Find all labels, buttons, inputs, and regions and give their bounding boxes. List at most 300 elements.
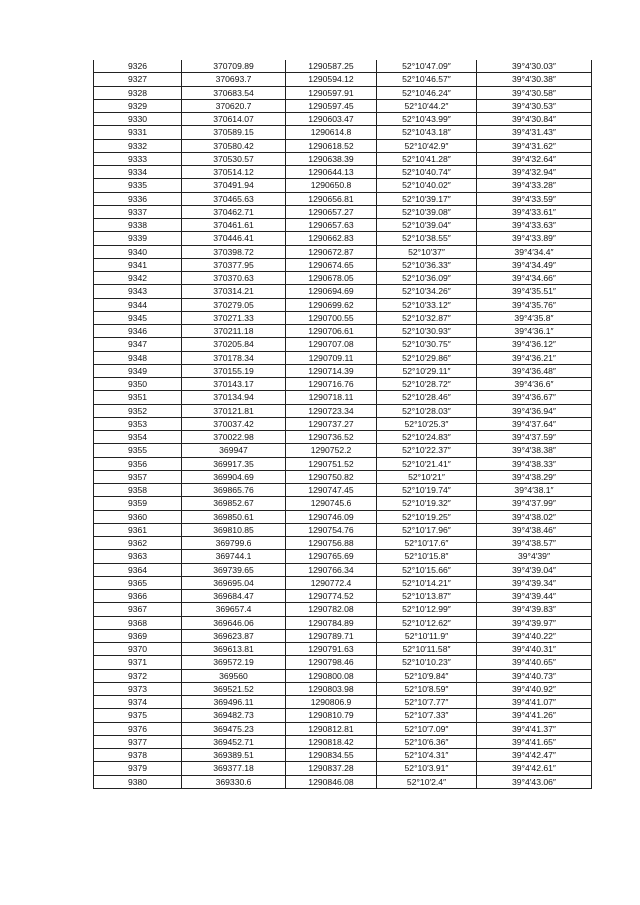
latitude-cell: 52°10′11.58″ [377, 643, 477, 656]
x-coordinate-cell: 370446.41 [182, 232, 286, 245]
latitude-cell: 52°10′46.24″ [377, 86, 477, 99]
longitude-cell: 39°4′36.94″ [477, 404, 592, 417]
longitude-cell: 39°4′39.34″ [477, 576, 592, 589]
table-row [94, 325, 592, 338]
latitude-cell: 52°10′40.74″ [377, 166, 477, 179]
table-row [94, 126, 592, 139]
longitude-cell: 39°4′42.61″ [477, 762, 592, 775]
table-row [94, 576, 592, 589]
y-coordinate-cell: 1290597.45 [286, 99, 377, 112]
x-coordinate-cell: 369377.18 [182, 762, 286, 775]
longitude-cell: 39°4′43.06″ [477, 775, 592, 788]
latitude-cell: 52°10′3.91″ [377, 762, 477, 775]
point-number-cell: 9335 [94, 179, 182, 192]
y-coordinate-cell: 1290784.89 [286, 616, 377, 629]
x-coordinate-cell: 370314.21 [182, 285, 286, 298]
x-coordinate-cell: 369452.71 [182, 735, 286, 748]
y-coordinate-cell: 1290750.82 [286, 470, 377, 483]
y-coordinate-cell: 1290594.12 [286, 73, 377, 86]
y-coordinate-cell: 1290674.65 [286, 258, 377, 271]
latitude-cell: 52°10′19.32″ [377, 497, 477, 510]
table-row [94, 60, 592, 73]
x-coordinate-cell: 369695.04 [182, 576, 286, 589]
latitude-cell: 52°10′36.33″ [377, 258, 477, 271]
point-number-cell: 9372 [94, 669, 182, 682]
table-row [94, 762, 592, 775]
x-coordinate-cell: 370134.94 [182, 391, 286, 404]
point-number-cell: 9352 [94, 404, 182, 417]
x-coordinate-cell: 369852.67 [182, 497, 286, 510]
longitude-cell: 39°4′33.61″ [477, 205, 592, 218]
y-coordinate-cell: 1290791.63 [286, 643, 377, 656]
longitude-cell: 39°4′34.4″ [477, 245, 592, 258]
latitude-cell: 52°10′29.86″ [377, 351, 477, 364]
coordinates-table [93, 60, 592, 789]
longitude-cell: 39°4′39″ [477, 550, 592, 563]
y-coordinate-cell: 1290810.79 [286, 709, 377, 722]
latitude-cell: 52°10′17.6″ [377, 537, 477, 550]
longitude-cell: 39°4′30.84″ [477, 113, 592, 126]
x-coordinate-cell: 370178.34 [182, 351, 286, 364]
point-number-cell: 9367 [94, 603, 182, 616]
point-number-cell: 9362 [94, 537, 182, 550]
longitude-cell: 39°4′36.67″ [477, 391, 592, 404]
x-coordinate-cell: 369947 [182, 444, 286, 457]
point-number-cell: 9342 [94, 272, 182, 285]
latitude-cell: 52°10′21″ [377, 470, 477, 483]
table-row [94, 272, 592, 285]
table-row [94, 179, 592, 192]
latitude-cell: 52°10′39.17″ [377, 192, 477, 205]
table-row [94, 457, 592, 470]
latitude-cell: 52°10′44.2″ [377, 99, 477, 112]
x-coordinate-cell: 370620.7 [182, 99, 286, 112]
latitude-cell: 52°10′15.66″ [377, 563, 477, 576]
longitude-cell: 39°4′36.1″ [477, 325, 592, 338]
point-number-cell: 9375 [94, 709, 182, 722]
table-row [94, 152, 592, 165]
table-row [94, 470, 592, 483]
x-coordinate-cell: 369917.35 [182, 457, 286, 470]
longitude-cell: 39°4′32.64″ [477, 152, 592, 165]
point-number-cell: 9377 [94, 735, 182, 748]
y-coordinate-cell: 1290751.52 [286, 457, 377, 470]
table-row [94, 113, 592, 126]
point-number-cell: 9329 [94, 99, 182, 112]
table-row [94, 497, 592, 510]
y-coordinate-cell: 1290709.11 [286, 351, 377, 364]
longitude-cell: 39°4′30.38″ [477, 73, 592, 86]
longitude-cell: 39°4′30.03″ [477, 60, 592, 73]
x-coordinate-cell: 369613.81 [182, 643, 286, 656]
x-coordinate-cell: 370121.81 [182, 404, 286, 417]
table-row [94, 735, 592, 748]
point-number-cell: 9351 [94, 391, 182, 404]
longitude-cell: 39°4′38.46″ [477, 523, 592, 536]
longitude-cell: 39°4′38.38″ [477, 444, 592, 457]
x-coordinate-cell: 369904.69 [182, 470, 286, 483]
point-number-cell: 9368 [94, 616, 182, 629]
longitude-cell: 39°4′38.29″ [477, 470, 592, 483]
point-number-cell: 9356 [94, 457, 182, 470]
table-row [94, 431, 592, 444]
latitude-cell: 52°10′38.55″ [377, 232, 477, 245]
table-row [94, 510, 592, 523]
latitude-cell: 52°10′22.37″ [377, 444, 477, 457]
table-row [94, 643, 592, 656]
point-number-cell: 9380 [94, 775, 182, 788]
point-number-cell: 9370 [94, 643, 182, 656]
y-coordinate-cell: 1290650.8 [286, 179, 377, 192]
latitude-cell: 52°10′34.26″ [377, 285, 477, 298]
x-coordinate-cell: 370462.71 [182, 205, 286, 218]
point-number-cell: 9373 [94, 682, 182, 695]
point-number-cell: 9379 [94, 762, 182, 775]
table-row [94, 192, 592, 205]
longitude-cell: 39°4′38.33″ [477, 457, 592, 470]
x-coordinate-cell: 370514.12 [182, 166, 286, 179]
latitude-cell: 52°10′6.36″ [377, 735, 477, 748]
point-number-cell: 9330 [94, 113, 182, 126]
table-row [94, 205, 592, 218]
y-coordinate-cell: 1290789.71 [286, 629, 377, 642]
point-number-cell: 9343 [94, 285, 182, 298]
point-number-cell: 9374 [94, 696, 182, 709]
longitude-cell: 39°4′39.83″ [477, 603, 592, 616]
y-coordinate-cell: 1290800.08 [286, 669, 377, 682]
longitude-cell: 39°4′33.59″ [477, 192, 592, 205]
table-row [94, 722, 592, 735]
longitude-cell: 39°4′41.37″ [477, 722, 592, 735]
x-coordinate-cell: 369560 [182, 669, 286, 682]
x-coordinate-cell: 370693.7 [182, 73, 286, 86]
x-coordinate-cell: 370709.89 [182, 60, 286, 73]
x-coordinate-cell: 370037.42 [182, 417, 286, 430]
x-coordinate-cell: 369521.52 [182, 682, 286, 695]
point-number-cell: 9328 [94, 86, 182, 99]
table-row [94, 285, 592, 298]
x-coordinate-cell: 369646.06 [182, 616, 286, 629]
x-coordinate-cell: 370491.94 [182, 179, 286, 192]
latitude-cell: 52°10′24.83″ [377, 431, 477, 444]
latitude-cell: 52°10′7.77″ [377, 696, 477, 709]
longitude-cell: 39°4′39.97″ [477, 616, 592, 629]
y-coordinate-cell: 1290834.55 [286, 749, 377, 762]
longitude-cell: 39°4′32.94″ [477, 166, 592, 179]
latitude-cell: 52°10′28.03″ [377, 404, 477, 417]
table-row [94, 523, 592, 536]
y-coordinate-cell: 1290678.05 [286, 272, 377, 285]
point-number-cell: 9366 [94, 590, 182, 603]
table-row [94, 550, 592, 563]
latitude-cell: 52°10′30.93″ [377, 325, 477, 338]
y-coordinate-cell: 1290736.52 [286, 431, 377, 444]
point-number-cell: 9333 [94, 152, 182, 165]
longitude-cell: 39°4′37.64″ [477, 417, 592, 430]
longitude-cell: 39°4′34.66″ [477, 272, 592, 285]
latitude-cell: 52°10′30.75″ [377, 338, 477, 351]
x-coordinate-cell: 369810.85 [182, 523, 286, 536]
latitude-cell: 52°10′11.9″ [377, 629, 477, 642]
x-coordinate-cell: 370530.57 [182, 152, 286, 165]
y-coordinate-cell: 1290745.6 [286, 497, 377, 510]
table-row [94, 378, 592, 391]
latitude-cell: 52°10′13.87″ [377, 590, 477, 603]
y-coordinate-cell: 1290756.88 [286, 537, 377, 550]
y-coordinate-cell: 1290700.55 [286, 311, 377, 324]
point-number-cell: 9378 [94, 749, 182, 762]
latitude-cell: 52°10′42.9″ [377, 139, 477, 152]
y-coordinate-cell: 1290752.2 [286, 444, 377, 457]
point-number-cell: 9326 [94, 60, 182, 73]
y-coordinate-cell: 1290716.76 [286, 378, 377, 391]
table-row [94, 669, 592, 682]
point-number-cell: 9363 [94, 550, 182, 563]
longitude-cell: 39°4′33.63″ [477, 219, 592, 232]
longitude-cell: 39°4′38.57″ [477, 537, 592, 550]
longitude-cell: 39°4′33.89″ [477, 232, 592, 245]
longitude-cell: 39°4′35.8″ [477, 311, 592, 324]
longitude-cell: 39°4′36.21″ [477, 351, 592, 364]
point-number-cell: 9360 [94, 510, 182, 523]
latitude-cell: 52°10′43.99″ [377, 113, 477, 126]
latitude-cell: 52°10′12.62″ [377, 616, 477, 629]
table-row [94, 603, 592, 616]
y-coordinate-cell: 1290782.08 [286, 603, 377, 616]
x-coordinate-cell: 370398.72 [182, 245, 286, 258]
table-row [94, 232, 592, 245]
latitude-cell: 52°10′28.72″ [377, 378, 477, 391]
latitude-cell: 52°10′8.59″ [377, 682, 477, 695]
y-coordinate-cell: 1290618.52 [286, 139, 377, 152]
latitude-cell: 52°10′17.96″ [377, 523, 477, 536]
table-row [94, 391, 592, 404]
latitude-cell: 52°10′33.12″ [377, 298, 477, 311]
y-coordinate-cell: 1290806.9 [286, 696, 377, 709]
longitude-cell: 39°4′40.22″ [477, 629, 592, 642]
latitude-cell: 52°10′36.09″ [377, 272, 477, 285]
x-coordinate-cell: 369623.87 [182, 629, 286, 642]
longitude-cell: 39°4′38.1″ [477, 484, 592, 497]
point-number-cell: 9340 [94, 245, 182, 258]
latitude-cell: 52°10′19.25″ [377, 510, 477, 523]
table-row [94, 311, 592, 324]
table-row [94, 563, 592, 576]
longitude-cell: 39°4′41.65″ [477, 735, 592, 748]
longitude-cell: 39°4′30.58″ [477, 86, 592, 99]
x-coordinate-cell: 370614.07 [182, 113, 286, 126]
x-coordinate-cell: 369850.61 [182, 510, 286, 523]
longitude-cell: 39°4′30.53″ [477, 99, 592, 112]
latitude-cell: 52°10′12.99″ [377, 603, 477, 616]
latitude-cell: 52°10′25.3″ [377, 417, 477, 430]
x-coordinate-cell: 370580.42 [182, 139, 286, 152]
longitude-cell: 39°4′34.49″ [477, 258, 592, 271]
table-row [94, 537, 592, 550]
point-number-cell: 9365 [94, 576, 182, 589]
y-coordinate-cell: 1290694.69 [286, 285, 377, 298]
latitude-cell: 52°10′39.08″ [377, 205, 477, 218]
y-coordinate-cell: 1290587.25 [286, 60, 377, 73]
point-number-cell: 9332 [94, 139, 182, 152]
x-coordinate-cell: 370370.63 [182, 272, 286, 285]
point-number-cell: 9369 [94, 629, 182, 642]
x-coordinate-cell: 370155.19 [182, 364, 286, 377]
latitude-cell: 52°10′29.11″ [377, 364, 477, 377]
table-row [94, 245, 592, 258]
table-row [94, 444, 592, 457]
point-number-cell: 9358 [94, 484, 182, 497]
table-row [94, 338, 592, 351]
x-coordinate-cell: 369330.6 [182, 775, 286, 788]
table-row [94, 404, 592, 417]
latitude-cell: 52°10′4.31″ [377, 749, 477, 762]
point-number-cell: 9353 [94, 417, 182, 430]
latitude-cell: 52°10′15.8″ [377, 550, 477, 563]
latitude-cell: 52°10′37″ [377, 245, 477, 258]
point-number-cell: 9341 [94, 258, 182, 271]
x-coordinate-cell: 369739.65 [182, 563, 286, 576]
point-number-cell: 9357 [94, 470, 182, 483]
y-coordinate-cell: 1290638.39 [286, 152, 377, 165]
table-row [94, 364, 592, 377]
longitude-cell: 39°4′31.62″ [477, 139, 592, 152]
x-coordinate-cell: 370211.18 [182, 325, 286, 338]
x-coordinate-cell: 369657.4 [182, 603, 286, 616]
table-row [94, 484, 592, 497]
latitude-cell: 52°10′9.84″ [377, 669, 477, 682]
y-coordinate-cell: 1290846.08 [286, 775, 377, 788]
longitude-cell: 39°4′35.51″ [477, 285, 592, 298]
y-coordinate-cell: 1290765.69 [286, 550, 377, 563]
point-number-cell: 9336 [94, 192, 182, 205]
latitude-cell: 52°10′7.33″ [377, 709, 477, 722]
y-coordinate-cell: 1290766.34 [286, 563, 377, 576]
x-coordinate-cell: 370279.05 [182, 298, 286, 311]
x-coordinate-cell: 369799.6 [182, 537, 286, 550]
table-row [94, 99, 592, 112]
coordinates-table-body [94, 60, 592, 788]
y-coordinate-cell: 1290644.13 [286, 166, 377, 179]
point-number-cell: 9345 [94, 311, 182, 324]
y-coordinate-cell: 1290812.81 [286, 722, 377, 735]
x-coordinate-cell: 370465.63 [182, 192, 286, 205]
y-coordinate-cell: 1290656.81 [286, 192, 377, 205]
point-number-cell: 9354 [94, 431, 182, 444]
table-row [94, 629, 592, 642]
longitude-cell: 39°4′35.76″ [477, 298, 592, 311]
latitude-cell: 52°10′19.74″ [377, 484, 477, 497]
point-number-cell: 9376 [94, 722, 182, 735]
latitude-cell: 52°10′14.21″ [377, 576, 477, 589]
x-coordinate-cell: 369475.23 [182, 722, 286, 735]
table-row [94, 73, 592, 86]
latitude-cell: 52°10′32.87″ [377, 311, 477, 324]
point-number-cell: 9349 [94, 364, 182, 377]
table-row [94, 590, 592, 603]
x-coordinate-cell: 370377.95 [182, 258, 286, 271]
longitude-cell: 39°4′36.12″ [477, 338, 592, 351]
latitude-cell: 52°10′43.18″ [377, 126, 477, 139]
y-coordinate-cell: 1290657.27 [286, 205, 377, 218]
y-coordinate-cell: 1290707.08 [286, 338, 377, 351]
y-coordinate-cell: 1290747.45 [286, 484, 377, 497]
longitude-cell: 39°4′42.47″ [477, 749, 592, 762]
point-number-cell: 9337 [94, 205, 182, 218]
table-row [94, 219, 592, 232]
x-coordinate-cell: 370143.17 [182, 378, 286, 391]
table-row [94, 86, 592, 99]
y-coordinate-cell: 1290723.34 [286, 404, 377, 417]
latitude-cell: 52°10′21.41″ [377, 457, 477, 470]
latitude-cell: 52°10′46.57″ [377, 73, 477, 86]
y-coordinate-cell: 1290746.09 [286, 510, 377, 523]
table-row [94, 775, 592, 788]
longitude-cell: 39°4′36.6″ [477, 378, 592, 391]
table-row [94, 139, 592, 152]
longitude-cell: 39°4′40.73″ [477, 669, 592, 682]
x-coordinate-cell: 369482.73 [182, 709, 286, 722]
point-number-cell: 9364 [94, 563, 182, 576]
latitude-cell: 52°10′10.23″ [377, 656, 477, 669]
latitude-cell: 52°10′41.28″ [377, 152, 477, 165]
latitude-cell: 52°10′28.46″ [377, 391, 477, 404]
x-coordinate-cell: 370205.84 [182, 338, 286, 351]
longitude-cell: 39°4′41.26″ [477, 709, 592, 722]
point-number-cell: 9348 [94, 351, 182, 364]
longitude-cell: 39°4′40.92″ [477, 682, 592, 695]
y-coordinate-cell: 1290718.11 [286, 391, 377, 404]
table-row [94, 417, 592, 430]
y-coordinate-cell: 1290774.52 [286, 590, 377, 603]
latitude-cell: 52°10′2.4″ [377, 775, 477, 788]
x-coordinate-cell: 370683.54 [182, 86, 286, 99]
point-number-cell: 9338 [94, 219, 182, 232]
point-number-cell: 9344 [94, 298, 182, 311]
y-coordinate-cell: 1290699.62 [286, 298, 377, 311]
x-coordinate-cell: 370461.61 [182, 219, 286, 232]
point-number-cell: 9339 [94, 232, 182, 245]
longitude-cell: 39°4′39.04″ [477, 563, 592, 576]
table-row [94, 682, 592, 695]
table-row [94, 166, 592, 179]
longitude-cell: 39°4′36.48″ [477, 364, 592, 377]
latitude-cell: 52°10′47.09″ [377, 60, 477, 73]
y-coordinate-cell: 1290714.39 [286, 364, 377, 377]
point-number-cell: 9355 [94, 444, 182, 457]
longitude-cell: 39°4′39.44″ [477, 590, 592, 603]
point-number-cell: 9347 [94, 338, 182, 351]
y-coordinate-cell: 1290803.98 [286, 682, 377, 695]
longitude-cell: 39°4′37.99″ [477, 497, 592, 510]
table-row [94, 749, 592, 762]
y-coordinate-cell: 1290706.61 [286, 325, 377, 338]
y-coordinate-cell: 1290772.4 [286, 576, 377, 589]
table-row [94, 258, 592, 271]
x-coordinate-cell: 370271.33 [182, 311, 286, 324]
y-coordinate-cell: 1290737.27 [286, 417, 377, 430]
x-coordinate-cell: 369865.76 [182, 484, 286, 497]
x-coordinate-cell: 369744.1 [182, 550, 286, 563]
table-row [94, 351, 592, 364]
longitude-cell: 39°4′37.59″ [477, 431, 592, 444]
y-coordinate-cell: 1290614.8 [286, 126, 377, 139]
longitude-cell: 39°4′40.31″ [477, 643, 592, 656]
point-number-cell: 9371 [94, 656, 182, 669]
latitude-cell: 52°10′7.09″ [377, 722, 477, 735]
longitude-cell: 39°4′31.43″ [477, 126, 592, 139]
latitude-cell: 52°10′40.02″ [377, 179, 477, 192]
